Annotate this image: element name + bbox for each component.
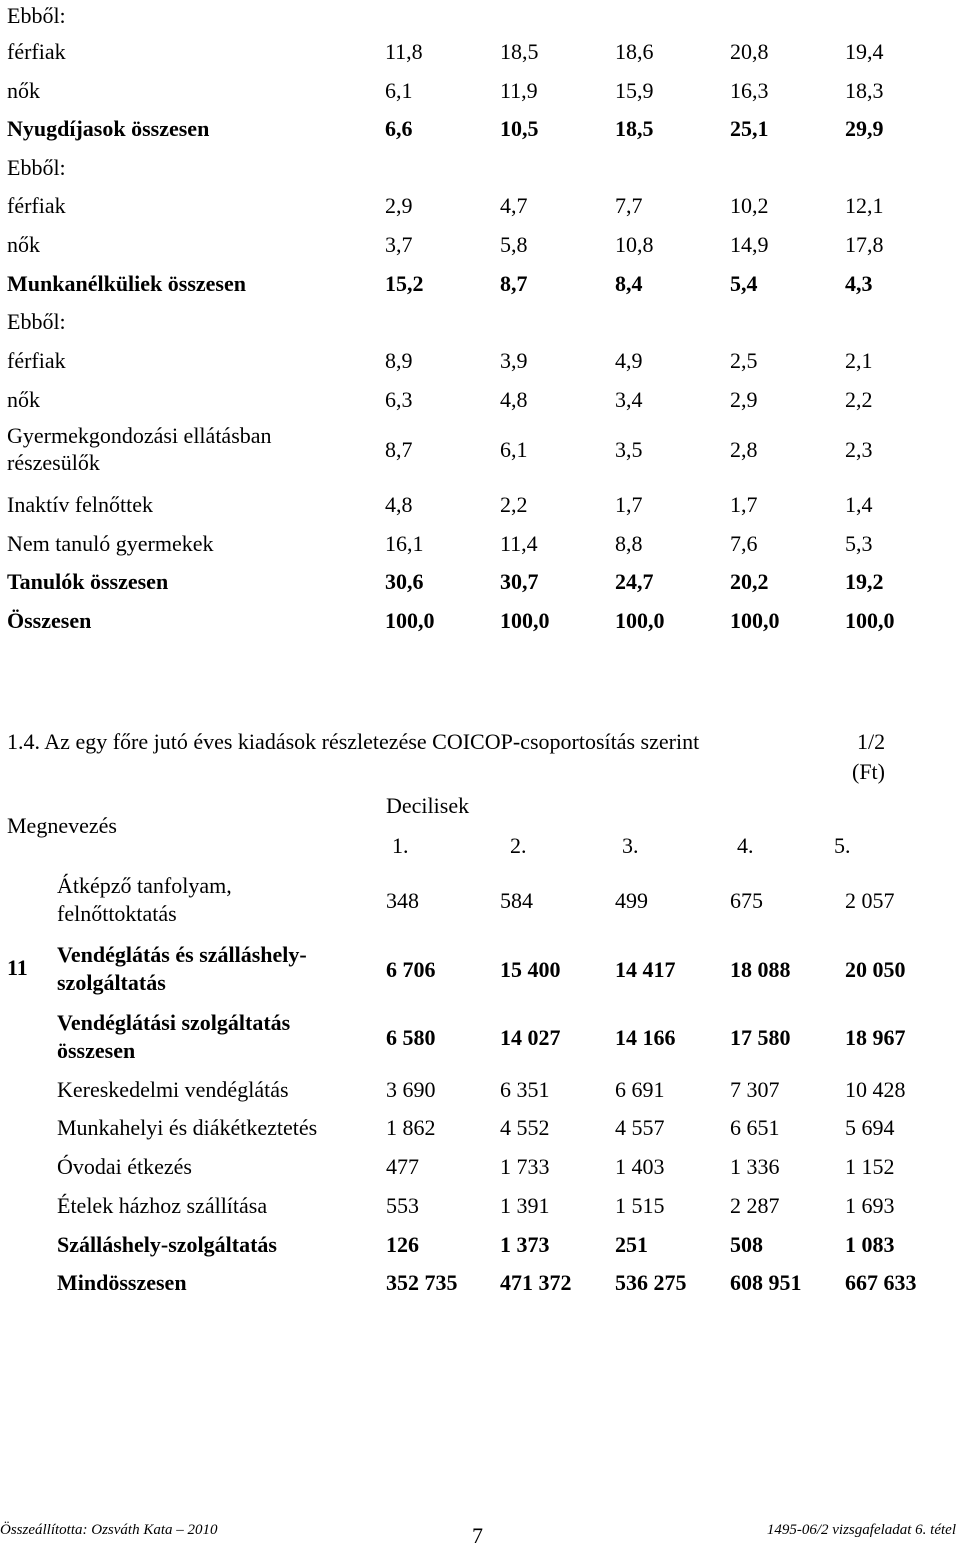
row-label: férfiak xyxy=(7,348,66,373)
table-cell: 1 152 xyxy=(845,1154,895,1179)
table-cell: 24,7 xyxy=(615,569,654,594)
table-cell: 8,8 xyxy=(615,531,643,556)
table-cell: 14 417 xyxy=(615,957,676,982)
table-row xyxy=(0,154,960,192)
row-label xyxy=(57,1269,187,1297)
row-label xyxy=(57,872,232,928)
table-row xyxy=(0,347,960,385)
row-label-line: Ételek házhoz szállítása xyxy=(57,1193,268,1218)
table-cell: 6,3 xyxy=(385,387,413,412)
row-label: férfiak xyxy=(7,39,66,64)
row-label: nők xyxy=(7,387,40,412)
table-cell: 100,0 xyxy=(500,608,550,633)
table-cell: 7,7 xyxy=(615,193,643,218)
table-cell: 14 027 xyxy=(500,1025,561,1050)
table-cell: 19,4 xyxy=(845,39,884,64)
table-cell: 508 xyxy=(730,1232,763,1257)
table-cell: 10,8 xyxy=(615,232,654,257)
table-row xyxy=(0,607,960,645)
row-label xyxy=(57,941,307,997)
table-cell: 5,4 xyxy=(730,271,758,296)
table-cell: 18,5 xyxy=(500,39,539,64)
table-cell: 29,9 xyxy=(845,116,884,141)
table-cell: 4,7 xyxy=(500,193,528,218)
table-cell: 20,8 xyxy=(730,39,769,64)
table-cell: 1,4 xyxy=(845,492,873,517)
footer-author: Összeállította: Ozsváth Kata – 2010 xyxy=(0,1522,218,1538)
row-label xyxy=(7,422,272,476)
row-label xyxy=(57,1076,289,1104)
table-cell: 17 580 xyxy=(730,1025,791,1050)
table-cell: 19,2 xyxy=(845,569,884,594)
table-cell: 6 580 xyxy=(386,1025,436,1050)
row-label: Inaktív felnőttek xyxy=(7,492,154,517)
row-label-line: összesen xyxy=(57,1038,136,1063)
table-cell: 1 336 xyxy=(730,1154,780,1179)
table-cell: 15,9 xyxy=(615,78,654,103)
table-cell: 18 967 xyxy=(845,1025,906,1050)
table-cell: 15 400 xyxy=(500,957,561,982)
footer-exam-id: 1495-06/2 vizsgafeladat 6. tétel xyxy=(766,1522,956,1538)
table-cell: 6,6 xyxy=(385,116,413,141)
row-label-line: Munkahelyi és diákétkeztetés xyxy=(57,1115,318,1140)
table-cell: 4,3 xyxy=(845,271,873,296)
row-label xyxy=(57,1009,290,1065)
table-cell: 1 693 xyxy=(845,1193,895,1218)
table-cell: 100,0 xyxy=(730,608,780,633)
row-label-line: Gyermekgondozási ellátásban xyxy=(7,423,272,448)
table-row xyxy=(0,530,960,568)
row-label: Ebből: xyxy=(7,3,66,28)
table-cell: 7 307 xyxy=(730,1077,780,1102)
row-label-line: Óvodai étkezés xyxy=(57,1154,192,1179)
row-label: Nem tanuló gyermekek xyxy=(7,531,214,556)
table-cell: 12,1 xyxy=(845,193,884,218)
table-cell: 471 372 xyxy=(500,1270,572,1295)
table-cell: 3,9 xyxy=(500,348,528,373)
table-cell: 2,5 xyxy=(730,348,758,373)
table-cell: 2 057 xyxy=(845,888,895,913)
table-cell: 2,2 xyxy=(845,387,873,412)
table-cell: 10,5 xyxy=(500,116,539,141)
table-cell: 20,2 xyxy=(730,569,769,594)
table-cell: 584 xyxy=(500,888,533,913)
table-cell: 2,8 xyxy=(730,437,758,462)
table-cell: 4 552 xyxy=(500,1115,550,1140)
table-cell: 352 735 xyxy=(386,1270,458,1295)
table-cell: 16,1 xyxy=(385,531,424,556)
table-cell: 100,0 xyxy=(845,608,895,633)
table-cell: 1 403 xyxy=(615,1154,665,1179)
header-deciles: Decilisek xyxy=(386,793,470,818)
table-cell: 18,5 xyxy=(615,116,654,141)
table-cell: 8,7 xyxy=(385,437,413,462)
table-unit: (Ft) xyxy=(852,759,885,784)
table-row xyxy=(0,270,960,308)
table-cell: 3 690 xyxy=(386,1077,436,1102)
table-cell: 2,1 xyxy=(845,348,873,373)
table-cell: 8,4 xyxy=(615,271,643,296)
row-label-line: Kereskedelmi vendéglátás xyxy=(57,1077,289,1102)
row-label: Nyugdíjasok összesen xyxy=(7,116,210,141)
table-cell: 10,2 xyxy=(730,193,769,218)
row-label xyxy=(57,1153,192,1181)
table-cell: 477 xyxy=(386,1154,419,1179)
table-cell: 608 951 xyxy=(730,1270,802,1295)
table-cell: 11,4 xyxy=(500,531,538,556)
table-cell: 18,6 xyxy=(615,39,654,64)
table-cell: 20 050 xyxy=(845,957,906,982)
table-cell: 6 706 xyxy=(386,957,436,982)
table-cell: 4,8 xyxy=(385,492,413,517)
table-cell: 3,5 xyxy=(615,437,643,462)
table-cell: 6 651 xyxy=(730,1115,780,1140)
table-cell: 1 391 xyxy=(500,1193,550,1218)
table-cell: 2,2 xyxy=(500,492,528,517)
row-label: nők xyxy=(7,78,40,103)
table-cell: 14,9 xyxy=(730,232,769,257)
table-cell: 2,3 xyxy=(845,437,873,462)
table-cell: 1,7 xyxy=(730,492,758,517)
row-label: férfiak xyxy=(7,193,66,218)
row-label-line: Vendéglátási szolgáltatás xyxy=(57,1010,291,1035)
table-row xyxy=(0,308,960,346)
table-cell: 6,1 xyxy=(500,437,528,462)
table-cell: 1 083 xyxy=(845,1232,895,1257)
footer-page-number: 7 xyxy=(472,1523,483,1548)
table-cell: 2 287 xyxy=(730,1193,780,1218)
table-caption: 1.4. Az egy főre jutó éves kiadások részletezése COICOP-csoportosítás szerint xyxy=(7,729,700,754)
table-row xyxy=(0,38,960,76)
row-label-line: Mindösszesen xyxy=(57,1270,187,1295)
row-label xyxy=(57,1192,267,1220)
table-row xyxy=(0,491,960,529)
row-label: Ebből: xyxy=(7,155,66,180)
table-cell: 17,8 xyxy=(845,232,884,257)
table-page-indicator: 1/2 xyxy=(857,729,886,754)
table-cell: 11,8 xyxy=(385,39,423,64)
row-label xyxy=(57,1231,277,1259)
table-cell: 15,2 xyxy=(385,271,424,296)
table-row xyxy=(0,192,960,230)
table-cell: 2,9 xyxy=(385,193,413,218)
table-cell: 126 xyxy=(386,1232,419,1257)
table-cell: 11,9 xyxy=(500,78,538,103)
row-label: Ebből: xyxy=(7,309,66,334)
table-cell: 1 515 xyxy=(615,1193,665,1218)
table-row xyxy=(0,231,960,269)
table-row xyxy=(0,115,960,153)
header-decile-3: 3. xyxy=(622,833,639,858)
table-cell: 14 166 xyxy=(615,1025,676,1050)
table-cell: 499 xyxy=(615,888,648,913)
row-label-line: Szálláshely-szolgáltatás xyxy=(57,1232,277,1257)
table-row xyxy=(0,2,960,40)
table-cell: 100,0 xyxy=(615,608,665,633)
table-row xyxy=(0,386,960,424)
row-label: Munkanélküliek összesen xyxy=(7,271,246,296)
table-cell: 4 557 xyxy=(615,1115,665,1140)
table-cell: 30,7 xyxy=(500,569,539,594)
table-cell: 16,3 xyxy=(730,78,769,103)
table-cell: 251 xyxy=(615,1232,648,1257)
table-cell: 6,1 xyxy=(385,78,413,103)
table-cell: 10 428 xyxy=(845,1077,906,1102)
row-label: Összesen xyxy=(7,608,92,633)
table-cell: 1 733 xyxy=(500,1154,550,1179)
table-cell: 100,0 xyxy=(385,608,435,633)
row-label: Tanulók összesen xyxy=(7,569,169,594)
header-decile-2: 2. xyxy=(510,833,527,858)
row-label-line: felnőttoktatás xyxy=(57,901,177,926)
table-row xyxy=(0,568,960,606)
header-decile-5: 5. xyxy=(834,833,851,858)
table-cell: 536 275 xyxy=(615,1270,687,1295)
table-cell: 25,1 xyxy=(730,116,769,141)
table-cell: 5 694 xyxy=(845,1115,895,1140)
row-label: nők xyxy=(7,232,40,257)
row-label-line: szolgáltatás xyxy=(57,970,166,995)
table-cell: 8,7 xyxy=(500,271,528,296)
table-cell: 4,8 xyxy=(500,387,528,412)
header-decile-4: 4. xyxy=(737,833,754,858)
table-cell: 1 373 xyxy=(500,1232,550,1257)
row-label-line: részesülők xyxy=(7,450,100,475)
header-decile-1: 1. xyxy=(392,833,409,858)
table-cell: 348 xyxy=(386,888,419,913)
table-cell: 30,6 xyxy=(385,569,424,594)
table-cell: 667 633 xyxy=(845,1270,917,1295)
table-cell: 5,8 xyxy=(500,232,528,257)
table-cell: 4,9 xyxy=(615,348,643,373)
table-cell: 18 088 xyxy=(730,957,791,982)
header-name: Megnevezés xyxy=(7,813,117,838)
table-cell: 2,9 xyxy=(730,387,758,412)
row-label-line: Átképző tanfolyam, xyxy=(57,873,232,898)
table-cell: 7,6 xyxy=(730,531,758,556)
table-cell: 1 862 xyxy=(386,1115,436,1140)
table-cell: 18,3 xyxy=(845,78,884,103)
table-cell: 6 351 xyxy=(500,1077,550,1102)
row-label-line: Vendéglátás és szálláshely- xyxy=(57,942,307,967)
table-cell: 6 691 xyxy=(615,1077,665,1102)
table-cell: 675 xyxy=(730,888,763,913)
table-cell: 1,7 xyxy=(615,492,643,517)
table-cell: 553 xyxy=(386,1193,419,1218)
group-code: 11 xyxy=(7,955,28,980)
table-row xyxy=(0,77,960,115)
table-row xyxy=(0,423,960,475)
row-label xyxy=(57,1114,317,1142)
table-cell: 8,9 xyxy=(385,348,413,373)
table-cell: 3,4 xyxy=(615,387,643,412)
table-cell: 3,7 xyxy=(385,232,413,257)
table-cell: 5,3 xyxy=(845,531,873,556)
